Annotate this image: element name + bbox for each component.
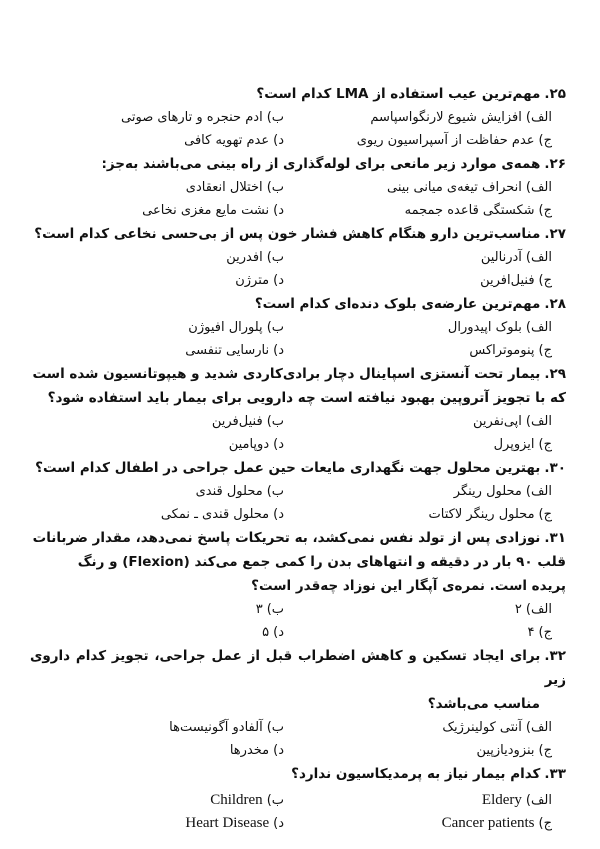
question-stem [30,362,566,386]
option-letter: الف) [525,720,552,735]
option-alef[interactable] [298,480,566,503]
option-jim[interactable] [298,739,566,762]
option-letter: ج) [538,133,552,148]
option-text: دوپامین [228,437,270,452]
question-stem [30,222,566,246]
option-text: محلول رینگر لاکتات [428,507,535,522]
options-list [30,598,566,644]
option-jim[interactable] [298,503,566,526]
option-text: افدرین [226,250,263,265]
option-be[interactable] [30,598,298,621]
option-letter: د) [273,816,284,831]
question-stem-continued [30,386,566,410]
option-letter: الف) [525,484,552,499]
question-stem-continued [30,574,566,598]
option-alef[interactable] [298,789,566,812]
option-letter: ب) [266,793,284,808]
option-letter: د) [273,437,284,452]
question-text-line: بیمار تحت آنستزی اسپاینال دچار برادی‌کاردی شدید و هیپوتانسیون شده است [32,366,541,382]
option-text: آنتی کولینرژیک [442,720,522,735]
question-number: ۲۵. [544,86,566,102]
question-stem [30,762,566,786]
question-text-line: نوزادی پس از تولد نفس نمی‌کشد، به تحریکات پاسخ نمی‌دهد، مقدار ضربانات [32,530,541,546]
option-text: اختلال انعقادی [185,180,263,195]
option-text: اپی‌نفرین [472,414,522,429]
question-text-line: برای ایجاد تسکین و کاهش اضطراب قبل از عمل جراحی، تجویز کدام داروی زیر [30,648,566,688]
question-number: ۲۹. [544,366,566,382]
question-text: بهترین محلول جهت نگهداری مایعات حین عمل جراحی در اطفال کدام است؟ [35,460,541,476]
question-number: ۲۸. [544,296,566,312]
option-be[interactable] [30,410,298,433]
option-alef[interactable] [298,410,566,433]
question-stem [30,82,566,106]
option-letter: د) [273,203,284,218]
option-text: بنزودیازپین [476,743,535,758]
option-jim[interactable] [298,129,566,152]
question-stem [30,456,566,480]
option-text: عدم حفاظت از آسپراسیون ریوی [356,133,535,148]
options-list [30,316,566,362]
option-letter: ج) [538,203,552,218]
option-letter: ب) [266,180,284,195]
option-alef[interactable] [298,316,566,339]
options-list [30,480,566,526]
question-30 [30,456,566,526]
question-28 [30,292,566,362]
option-text: مترژن [235,273,270,288]
option-text: محلول قندی [195,484,263,499]
option-be[interactable] [30,246,298,269]
question-text: کدام بیمار نیاز به پرمدیکاسیون ندارد؟ [291,766,541,782]
question-text: مهم‌ترین عیب استفاده از LMA کدام است؟ [256,86,541,102]
option-letter: الف) [525,793,552,808]
option-text: پلورال افیوژن [188,320,263,335]
option-dal[interactable] [30,739,298,762]
option-text: آلفادو آگونیست‌ها [169,720,263,735]
option-be[interactable] [30,789,298,812]
option-text: ۵ [262,625,270,640]
option-letter: الف) [525,320,552,335]
option-text: عدم تهویه کافی [184,133,270,148]
option-text: فنیل‌فرین [211,414,263,429]
option-text: Eldery [481,792,522,808]
question-text-line: مناسب می‌باشد؟ [427,696,540,712]
option-text: محلول رینگر [453,484,522,499]
option-jim[interactable] [298,199,566,222]
option-letter: ب) [266,110,284,125]
option-letter: ج) [538,816,552,831]
question-number: ۲۷. [544,226,566,242]
option-jim[interactable] [298,339,566,362]
question-27 [30,222,566,292]
option-letter: ب) [266,602,284,617]
option-letter: ب) [266,414,284,429]
option-letter: ج) [538,743,552,758]
question-number: ۲۶. [544,156,566,172]
question-text-line: قلب ۹۰ بار در دقیقه و انتهاهای بدن را کمی جمع می‌کند (Flexion) و رنگ [77,554,566,570]
option-jim[interactable] [298,433,566,456]
option-text: مخدرها [229,743,270,758]
question-33 [30,762,566,835]
options-list [30,716,566,762]
option-alef[interactable] [298,176,566,199]
option-letter: ج) [538,507,552,522]
question-text-line: پریده است. نمره‌ی آپگار این نوزاد چه‌قدر است؟ [251,578,566,594]
question-number: ۳۱. [544,530,566,546]
question-stem [30,644,566,692]
option-text: ایزوپرل [493,437,535,452]
option-text: آدرنالین [480,250,522,265]
option-letter: د) [273,133,284,148]
option-jim[interactable] [298,621,566,644]
option-text: بلوک اپیدورال [447,320,522,335]
option-letter: الف) [525,414,552,429]
option-text: Cancer patients [441,815,535,831]
option-text: ۳ [255,602,263,617]
question-number: ۳۲. [544,648,566,664]
option-letter: د) [273,625,284,640]
option-dal[interactable] [30,199,298,222]
question-stem-continued [30,692,566,716]
option-alef[interactable] [298,106,566,129]
options-list [30,246,566,292]
option-text: انحراف تیغه‌ی میانی بینی [387,180,522,195]
question-number: ۳۰. [544,460,566,476]
question-text-line: که با تجویز آتروپین بهبود نیافته است چه دارویی برای بیمار باید استفاده شود؟ [47,390,566,406]
question-text: همه‌ی موارد زیر مانعی برای لوله‌گذاری از راه بینی می‌باشند به‌جز: [101,156,541,172]
option-letter: ب) [266,320,284,335]
option-text: نارسایی تنفسی [185,343,270,358]
option-dal[interactable] [30,812,298,835]
options-list [30,176,566,222]
question-stem [30,152,566,176]
option-text: ادم حنجره و تارهای صوتی [121,110,263,125]
option-dal[interactable] [30,339,298,362]
option-dal[interactable] [30,269,298,292]
options-list [30,789,566,835]
option-dal[interactable] [30,433,298,456]
option-letter: ج) [538,273,552,288]
question-number: ۳۳. [544,766,566,782]
option-letter: الف) [525,602,552,617]
question-stem [30,292,566,316]
option-letter: الف) [525,250,552,265]
question-stem [30,526,566,550]
option-alef[interactable] [298,716,566,739]
option-jim[interactable] [298,812,566,835]
option-letter: د) [273,273,284,288]
question-stem-continued [30,550,566,574]
option-jim[interactable] [298,269,566,292]
option-letter: د) [273,343,284,358]
option-be[interactable] [30,106,298,129]
option-be[interactable] [30,716,298,739]
options-list [30,410,566,456]
option-text: Children [210,792,263,808]
option-text: افزایش شیوع لارنگواسپاسم [370,110,522,125]
option-text: شکستگی قاعده جمجمه [404,203,535,218]
question-text: مناسب‌ترین دارو هنگام کاهش فشار خون پس از بی‌حسی نخاعی کدام است؟ [34,226,541,242]
option-letter: ج) [538,343,552,358]
option-text: محلول قندی ـ نمکی [160,507,270,522]
option-text: پنوموتراکس [469,343,535,358]
question-text: مهم‌ترین عارضه‌ی بلوک دنده‌ای کدام است؟ [254,296,541,312]
option-text: ۴ [527,625,535,640]
question-29 [30,362,566,456]
option-letter: ب) [266,250,284,265]
option-dal[interactable] [30,129,298,152]
question-25 [30,82,566,152]
option-letter: ج) [538,437,552,452]
option-text: Heart Disease [185,815,270,831]
option-be[interactable] [30,480,298,503]
option-letter: الف) [525,110,552,125]
question-31 [30,526,566,644]
question-26 [30,152,566,222]
option-letter: الف) [525,180,552,195]
option-letter: ج) [538,625,552,640]
option-letter: ب) [266,484,284,499]
option-text: ۲ [514,602,522,617]
option-alef[interactable] [298,246,566,269]
option-text: فنیل‌افرین [480,273,535,288]
question-32 [30,644,566,762]
option-dal[interactable] [30,621,298,644]
options-list [30,106,566,152]
option-be[interactable] [30,316,298,339]
option-letter: د) [273,743,284,758]
option-dal[interactable] [30,503,298,526]
option-be[interactable] [30,176,298,199]
option-letter: د) [273,507,284,522]
option-text: نشت مایع مغزی نخاعی [142,203,270,218]
option-alef[interactable] [298,598,566,621]
option-letter: ب) [266,720,284,735]
